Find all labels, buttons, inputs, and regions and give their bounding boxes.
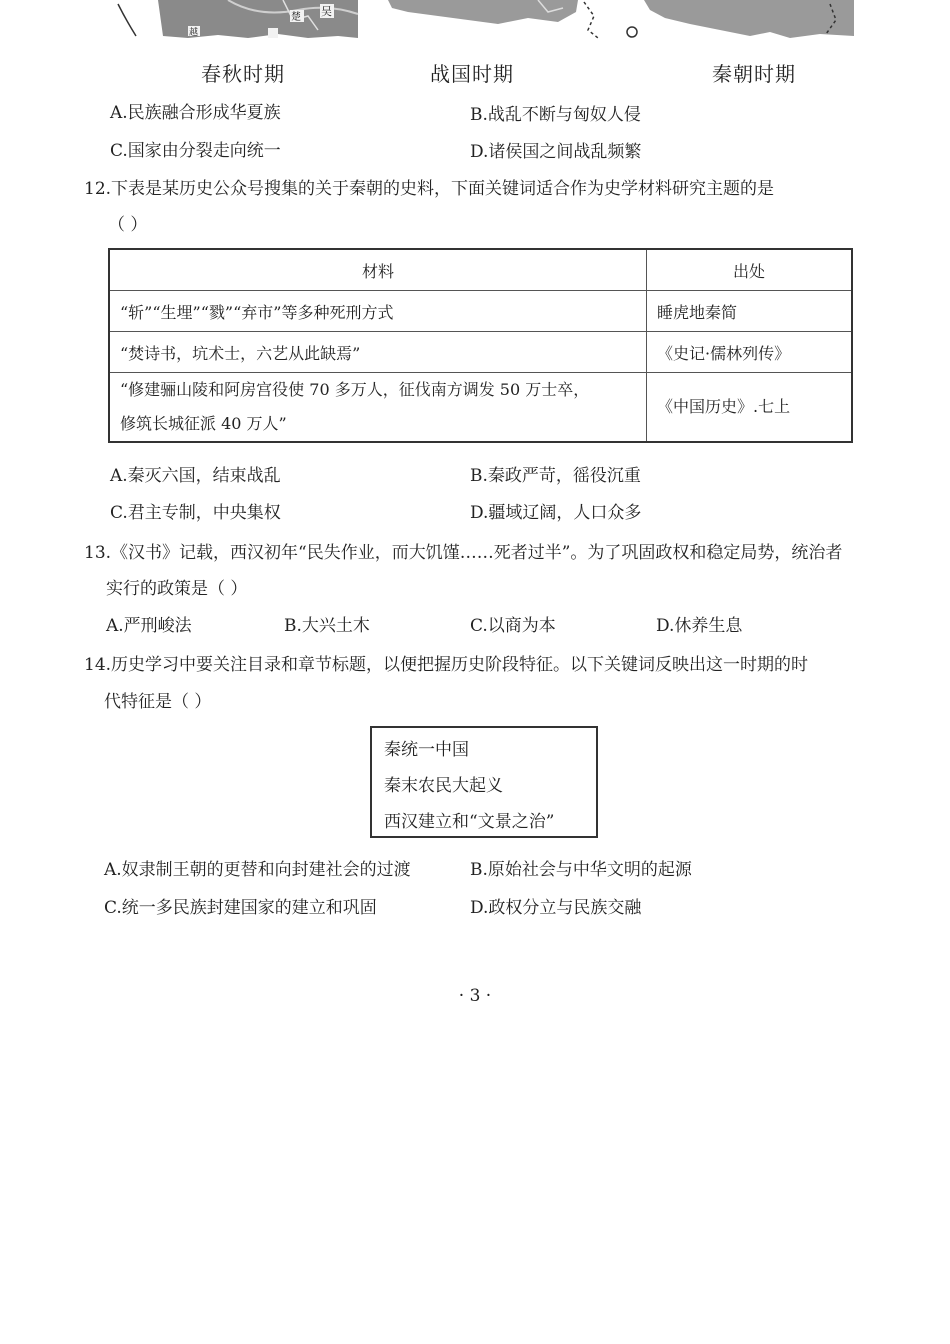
q14-option-d: D.政权分立与民族交融 [470, 898, 642, 918]
q14-option-c: C.统一多民族封建国家的建立和巩固 [104, 898, 377, 918]
page-number: · 3 · [458, 986, 492, 1006]
q13-option-b: B.大兴土木 [284, 616, 370, 636]
q12-option-d: D.疆域辽阔，人口众多 [470, 503, 642, 523]
keyword-item: 秦统一中国 [384, 740, 469, 760]
q14-option-b: B.原始社会与中华文明的起源 [470, 860, 692, 880]
table-row [109, 332, 852, 373]
table-header-row [109, 249, 852, 291]
table-cell-material: “焚诗书，坑术士，六艺从此缺焉” [109, 332, 647, 373]
q12-option-a: A.秦灭六国，结束战乱 [110, 466, 281, 486]
map-label: 越 [189, 28, 199, 38]
table-cell-source: 《史记·儒林列传》 [647, 332, 853, 373]
q12-stem: 12.下表是某历史公众号搜集的关于秦朝的史料，下面关键词适合作为史学材料研究主题的是 [84, 179, 775, 199]
source-table [108, 248, 853, 443]
q13-option-a: A.严刑峻法 [106, 616, 192, 636]
q11-option-b: B.战乱不断与匈奴人侵 [470, 105, 641, 125]
q11-option-c: C.国家由分裂走向统一 [110, 141, 281, 161]
table-cell-line: 修筑长城征派 40 万人” [120, 414, 287, 433]
q14-option-a: A.奴隶制王朝的更替和向封建社会的过渡 [104, 860, 411, 880]
q12-option-c: C.君主专制，中央集权 [110, 503, 281, 523]
q13-stem: 13.《汉书》记载，西汉初年“民失作业，而大饥馑……死者过半”。为了巩固政权和稳定局势，统治者 [84, 543, 843, 563]
map-caption: 春秋时期 [201, 62, 285, 86]
map-qin [620, 0, 856, 40]
q11-option-d: D.诸侯国之间战乱频繁 [470, 142, 642, 162]
q11-option-a: A.民族融合形成华夏族 [110, 103, 281, 123]
q13-option-c: C.以商为本 [470, 616, 556, 636]
table-cell-line: “修建骊山陵和阿房宫役使 70 多万人，征伐南方调发 50 万士卒， [120, 380, 590, 399]
q12-option-b: B.秦政严苛，徭役沉重 [470, 466, 641, 486]
q12-answer-blank: （ ） [108, 215, 148, 235]
q14-stem: 14.历史学习中要关注目录和章节标题，以便把握历史阶段特征。以下关键词反映出这一时期的时 [84, 655, 809, 675]
map-caption: 秦朝时期 [712, 62, 796, 86]
q13-option-d: D.休养生息 [656, 616, 743, 636]
q13-stem-continued: 实行的政策是（ ） [106, 579, 248, 599]
map-chunqiu [108, 0, 360, 40]
map-label: 吴 [321, 5, 332, 18]
map-label: 楚 [291, 12, 301, 23]
table-header-source: 出处 [647, 249, 853, 291]
table-cell-material: “斩”“生埋”“戮”“弃市”等多种死刑方式 [109, 291, 647, 332]
table-header-material: 材料 [109, 249, 647, 291]
keyword-item: 西汉建立和“文景之治” [384, 812, 555, 832]
table-row [109, 291, 852, 332]
map-caption: 战国时期 [430, 62, 514, 86]
table-cell-material [109, 373, 647, 443]
keyword-box [370, 726, 598, 838]
table-cell-source: 睡虎地秦简 [647, 291, 853, 332]
q14-stem-continued: 代特征是（ ） [104, 692, 212, 712]
table-cell-source: 《中国历史》.七上 [647, 373, 853, 443]
keyword-item: 秦末农民大起义 [384, 776, 503, 796]
table-row [109, 373, 852, 443]
map-zhanguo [388, 0, 606, 40]
circle-marker-icon [627, 27, 637, 37]
